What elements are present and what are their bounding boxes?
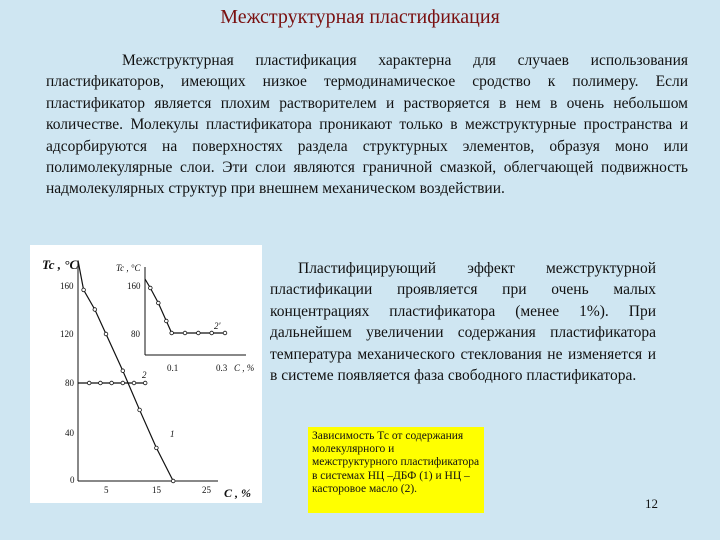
right-paragraph-text: Пластифицирующий эффект межструктурной пластификации проявляется при очень малых концентрациях пластификатора (менее 1%). При дальнейшем увеличении содержания пластификатора температура механического стеклования не изменяется и в системе появляется фаза свободного пластификатора. [270,260,656,385]
main-x-tick: 25 [202,485,211,495]
data-point [223,331,227,335]
tc-concentration-figure [30,245,262,503]
inset-x-label: C , % [234,363,255,373]
data-point [155,446,159,450]
curve-label-1: 1 [170,429,175,439]
chart-marks [78,261,227,483]
data-point [165,319,169,323]
data-point [99,381,103,385]
main-paragraph [46,50,688,200]
data-point [210,331,214,335]
data-point [121,369,125,373]
inset-y-tick: 160 [127,281,141,291]
data-point [183,331,187,335]
slide-title: Межструктурная пластификация [220,6,500,28]
main-paragraph-text: Межструктурная пластификация характерна для случаев использования пластификаторов, имеющих низкое термодинамическое сродство к полимеру. Если пластификатор является плохим растворителем и растворяется в нем в очень небольшом количестве. Молекулы пластификатора проникают только в межструктурные пространства и адсорбируются на поверхностях раздела структурных элементов, образуя моно или полимолекулярные слои. Эти слои являются граничной смазкой, облегчающей подвижность надмолекулярных структур при внешнем механическом воздействии. [46,52,688,198]
data-point [143,381,147,385]
data-point [197,331,201,335]
curve-label-2-prime: 2' [214,321,221,331]
series-line-2p [145,279,225,333]
main-x-tick: 5 [104,485,109,495]
data-point [132,381,136,385]
data-point [170,331,174,335]
data-point [149,286,153,290]
data-point [110,381,114,385]
right-paragraph [270,258,656,386]
main-y-tick: 120 [60,329,74,339]
page-number: 12 [645,496,658,511]
figure-svg [30,245,262,503]
main-y-tick: 0 [70,475,75,485]
data-point [82,288,86,292]
data-point [121,381,125,385]
main-y-tick: 40 [65,428,74,438]
data-point [104,332,108,336]
series-line-1 [78,261,173,482]
inset-y-label: Tc , °C [116,263,141,273]
inset-y-tick: 80 [131,329,140,339]
inset-x-tick: 0.3 [216,363,228,373]
data-point [93,308,97,312]
main-y-tick: 80 [65,378,74,388]
main-x-label: C , % [224,486,251,500]
data-point [157,301,161,305]
data-point [138,408,142,412]
inset-x-tick: 0.1 [167,363,179,373]
main-y-label: Tc , °C [42,257,79,272]
data-point [87,381,91,385]
data-point [171,479,175,483]
figure-caption: Зависимость Тс от содержания молекулярного и межструктурного пластификатора в системах НЦ –ДБФ (1) и НЦ – касторовое масло (2). [308,427,484,513]
main-x-tick: 15 [152,485,161,495]
main-y-tick: 160 [60,281,74,291]
curve-label-2: 2 [142,370,147,380]
